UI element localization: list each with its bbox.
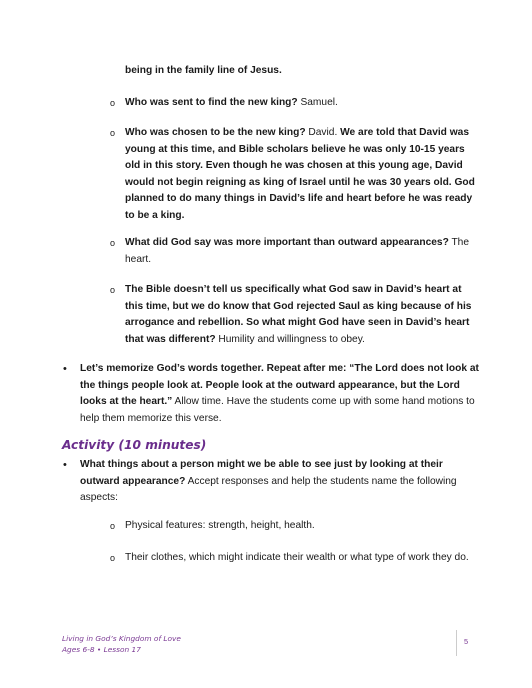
- list-item: [125, 125, 480, 225]
- answer-text: David.: [305, 127, 341, 138]
- activity-heading: Activity (10 minutes): [62, 438, 207, 452]
- footer-title: Living in God’s Kingdom of Love: [62, 634, 181, 643]
- sub-bullet-marker: o: [110, 285, 116, 295]
- instruction-text: Allow time. Have the students come up with some hand motions to help them memorize this verse.: [80, 396, 475, 424]
- item-text: being in the family line of Jesus.: [125, 65, 282, 76]
- question-text: Who was sent to find the new king?: [125, 97, 298, 108]
- list-item: [125, 282, 480, 348]
- sub-bullet-marker: o: [110, 98, 116, 108]
- answer-text: Humility and willingness to obey.: [215, 333, 365, 345]
- sub-bullet-marker: o: [110, 553, 116, 563]
- instruction-text: Accept responses and help the students name the following aspects:: [80, 475, 457, 504]
- sub-bullet-marker: o: [110, 238, 116, 248]
- page-number: 5: [464, 637, 469, 646]
- list-item: [125, 95, 480, 112]
- footer: [62, 633, 181, 655]
- list-item: [125, 63, 480, 80]
- footer-lesson: Ages 6-8 • Lesson 17: [62, 645, 141, 654]
- answer-text: The heart.: [125, 237, 469, 265]
- sub-bullet-marker: o: [110, 128, 116, 138]
- bullet-marker: •: [63, 363, 67, 375]
- bullet-marker: •: [63, 459, 67, 471]
- memorize-paragraph: [80, 361, 480, 427]
- explanation-text: We are told that David was young at this time, and Bible scholars believe he was only 10-15 years old in this story. Even though he was chosen at this young age, David would not begin reigning as king of Israel until he was 30 years old. God planned to do many things in David’s life and heart before he was ready to be a king.: [125, 127, 475, 221]
- list-item: [125, 235, 480, 268]
- list-item: Their clothes, which might indicate their wealth or what type of work they do.: [125, 552, 469, 563]
- memory-verse-text: Let’s memorize God’s words together. Repeat after me: “The Lord does not look at the things people look at. People look at the outward appearance, but the Lord looks at the heart.”: [80, 363, 479, 408]
- question-text: What did God say was more important than outward appearances?: [125, 237, 449, 248]
- question-text: The Bible doesn’t tell us specifically what God saw in David’s heart at this time, but we do know that God rejected Saul as king because of his arrogance and rebellion. So what might God have seen in David’s heart that was different?: [125, 284, 472, 345]
- sub-bullet-marker: o: [110, 521, 116, 531]
- question-text: What things about a person might we be able to see just by looking at their outward appearance?: [80, 459, 443, 487]
- activity-paragraph: [80, 457, 480, 507]
- question-text: Who was chosen to be the new king?: [125, 127, 306, 138]
- list-item: Physical features: strength, height, health.: [125, 520, 315, 531]
- footer-divider: [456, 630, 457, 656]
- answer-text: Samuel.: [297, 97, 338, 108]
